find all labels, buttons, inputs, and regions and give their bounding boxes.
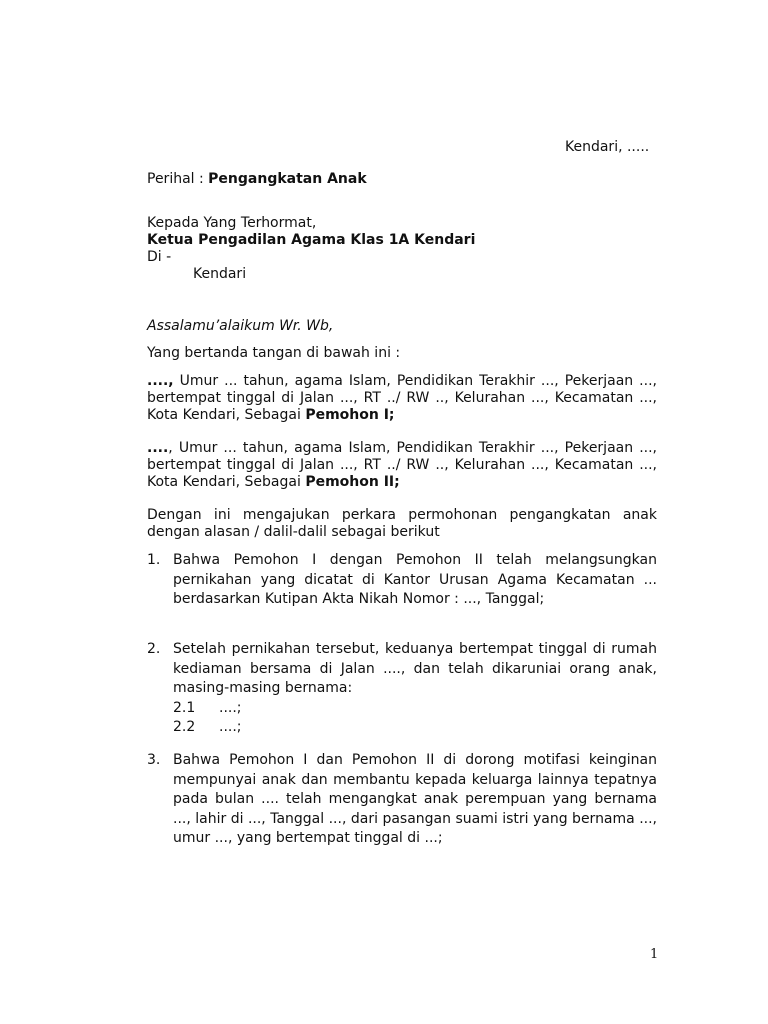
list-item-number: 3. (147, 752, 161, 768)
subject-label: Perihal : (147, 171, 209, 187)
page-number: 1 (650, 947, 659, 962)
petition-paragraph: Dengan ini mengajukan perkara permohonan pengangkatan anak dengan alasan / dalil-dalil sebagai berikut (147, 507, 657, 540)
applicant-1-role: Pemohon I; (305, 407, 395, 423)
sub-list-number: 2.2 (173, 719, 196, 735)
applicant-2-lead: .... (147, 440, 169, 456)
sub-list-text: ....; (219, 719, 242, 735)
applicant-1-lead: ...., (147, 373, 174, 389)
sub-list-item (173, 718, 657, 738)
applicant-1-paragraph (147, 373, 657, 424)
list-item-text: Bahwa Pemohon I dan Pemohon II di dorong motifasi keinginan mempunyai anak dan membantu kepada keluarga lainnya tepatnya pada bulan .... telah mengangkat anak perempuan yang bernama ..., lahir di ..., Tanggal ..., dari pasangan suami istri yang bernama ..., umur ..., yang bertempat tinggal di ...; (173, 752, 657, 846)
list-item-number: 2. (147, 641, 161, 657)
recipient-block (147, 215, 475, 283)
sub-list-item (173, 699, 657, 719)
applicant-2-text: , Umur ... tahun, agama Islam, Pendidikan Terakhir ..., Pekerjaan ..., bertempat tinggal di Jalan ..., RT ../ RW .., Kelurahan ..., Kecamatan ..., Kota Kendari, Sebagai (147, 440, 657, 490)
list-item-number: 1. (147, 552, 161, 568)
applicant-1-text: Umur ... tahun, agama Islam, Pendidikan Terakhir ..., Pekerjaan ..., bertempat tinggal di Jalan ..., RT ../ RW .., Kelurahan ..., Kecamatan ..., Kota Kendari, Sebagai (147, 373, 657, 423)
sub-list-text: ....; (219, 699, 242, 716)
subject-value: Pengangkatan Anak (208, 171, 367, 187)
sub-list-number: 2.1 (173, 699, 196, 716)
list-item-text: Bahwa Pemohon I dengan Pemohon II telah melangsungkan pernikahan yang dicatat di Kantor Urusan Agama Kecamatan ... berdasarkan Kutipan Akta Nikah Nomor : ..., Tanggal; (173, 552, 657, 607)
greeting: Assalamu’alaikum Wr. Wb, (147, 318, 334, 334)
list-item (147, 751, 657, 849)
list-item-text: Setelah pernikahan tersebut, keduanya bertempat tinggal di rumah kediaman bersama di Jalan ...., dan telah dikaruniai orang anak, masing-masing bernama: (173, 641, 657, 696)
list-item (147, 551, 657, 610)
intro-line: Yang bertanda tangan di bawah ini : (147, 345, 401, 361)
recipient-greeting: Kepada Yang Terhormat, (147, 215, 317, 231)
applicant-2-role: Pemohon II; (305, 474, 400, 490)
place-date: Kendari, ..... (565, 139, 650, 155)
list-item (147, 640, 657, 738)
recipient-name: Ketua Pengadilan Agama Klas 1A Kendari (147, 232, 476, 248)
applicant-2-paragraph (147, 440, 657, 491)
recipient-at: Di - (147, 249, 172, 265)
recipient-city: Kendari (193, 266, 247, 282)
subject-line (147, 171, 367, 187)
sub-list (173, 699, 657, 738)
